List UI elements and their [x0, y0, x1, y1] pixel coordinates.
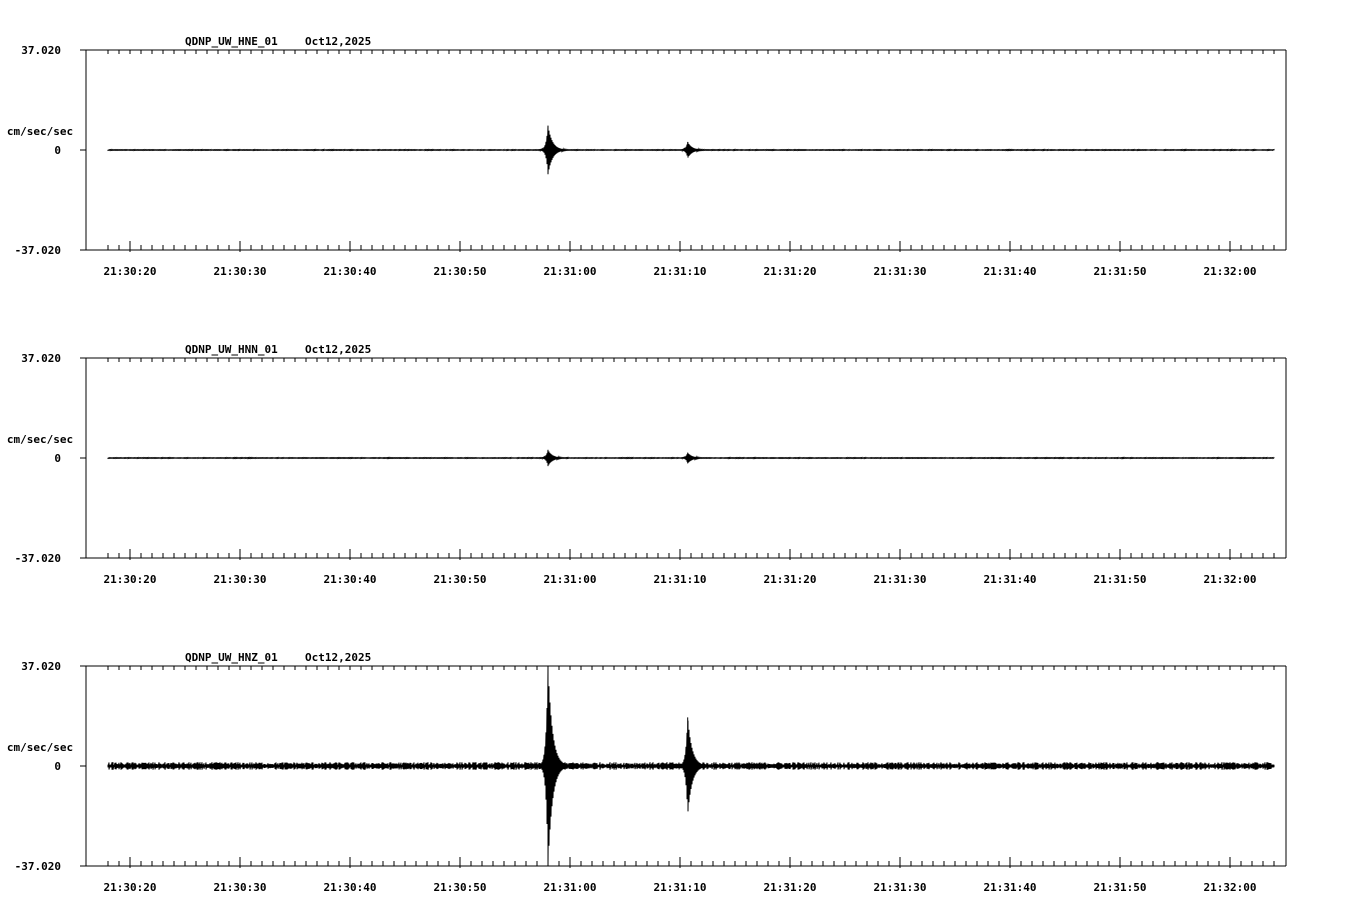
x-tick-label: 21:31:20 — [763, 881, 817, 894]
y-tick-label: 37.020 — [21, 660, 61, 673]
y-tick-label: -37.020 — [14, 860, 61, 873]
x-tick-label: 21:31:50 — [1093, 881, 1147, 894]
station-title: QDNP_UW_HNN_01 — [185, 343, 278, 356]
chart-date: Oct12,2025 — [305, 343, 372, 356]
station-title: QDNP_UW_HNE_01 — [185, 35, 278, 48]
x-tick-label: 21:31:50 — [1093, 573, 1147, 586]
x-tick-label: 21:31:30 — [873, 573, 927, 586]
x-tick-label: 21:31:20 — [763, 573, 817, 586]
x-tick-label: 21:32:00 — [1203, 265, 1257, 278]
y-tick-label: 0 — [54, 760, 61, 773]
x-tick-label: 21:31:40 — [983, 573, 1037, 586]
x-tick-label: 21:30:40 — [323, 573, 377, 586]
x-tick-label: 21:30:30 — [213, 265, 267, 278]
x-tick-label: 21:31:30 — [873, 265, 927, 278]
x-tick-label: 21:31:10 — [653, 573, 707, 586]
chart-date: Oct12,2025 — [305, 35, 372, 48]
y-axis-label: cm/sec/sec — [6, 433, 74, 446]
y-tick-label: -37.020 — [14, 244, 61, 257]
waveform-trace — [108, 126, 1274, 175]
y-tick-label: 37.020 — [21, 352, 61, 365]
x-tick-label: 21:30:40 — [323, 881, 377, 894]
x-tick-label: 21:31:00 — [543, 573, 597, 586]
x-tick-label: 21:30:50 — [433, 881, 487, 894]
x-tick-label: 21:31:40 — [983, 265, 1037, 278]
x-tick-label: 21:32:00 — [1203, 573, 1257, 586]
chart-date: Oct12,2025 — [305, 651, 372, 664]
x-tick-label: 21:30:50 — [433, 573, 487, 586]
x-tick-label: 21:30:40 — [323, 265, 377, 278]
x-tick-label: 21:31:10 — [653, 881, 707, 894]
y-tick-label: 0 — [54, 144, 61, 157]
x-tick-label: 21:30:20 — [103, 573, 157, 586]
x-tick-label: 21:31:00 — [543, 881, 597, 894]
x-tick-label: 21:31:50 — [1093, 265, 1147, 278]
x-tick-label: 21:30:30 — [213, 573, 267, 586]
x-tick-label: 21:31:10 — [653, 265, 707, 278]
x-tick-label: 21:30:30 — [213, 881, 267, 894]
y-tick-label: 37.020 — [21, 44, 61, 57]
x-tick-label: 21:30:20 — [103, 265, 157, 278]
x-tick-label: 21:31:20 — [763, 265, 817, 278]
waveform-trace — [108, 666, 1274, 866]
x-tick-label: 21:31:00 — [543, 265, 597, 278]
x-tick-label: 21:31:40 — [983, 881, 1037, 894]
y-tick-label: 0 — [54, 452, 61, 465]
y-axis-label: cm/sec/sec — [6, 125, 74, 138]
x-tick-label: 21:30:50 — [433, 265, 487, 278]
y-tick-label: -37.020 — [14, 552, 61, 565]
waveform-trace — [108, 450, 1274, 466]
station-title: QDNP_UW_HNZ_01 — [185, 651, 278, 664]
x-tick-label: 21:30:20 — [103, 881, 157, 894]
x-tick-label: 21:32:00 — [1203, 881, 1257, 894]
y-axis-label: cm/sec/sec — [6, 741, 74, 754]
x-tick-label: 21:31:30 — [873, 881, 927, 894]
